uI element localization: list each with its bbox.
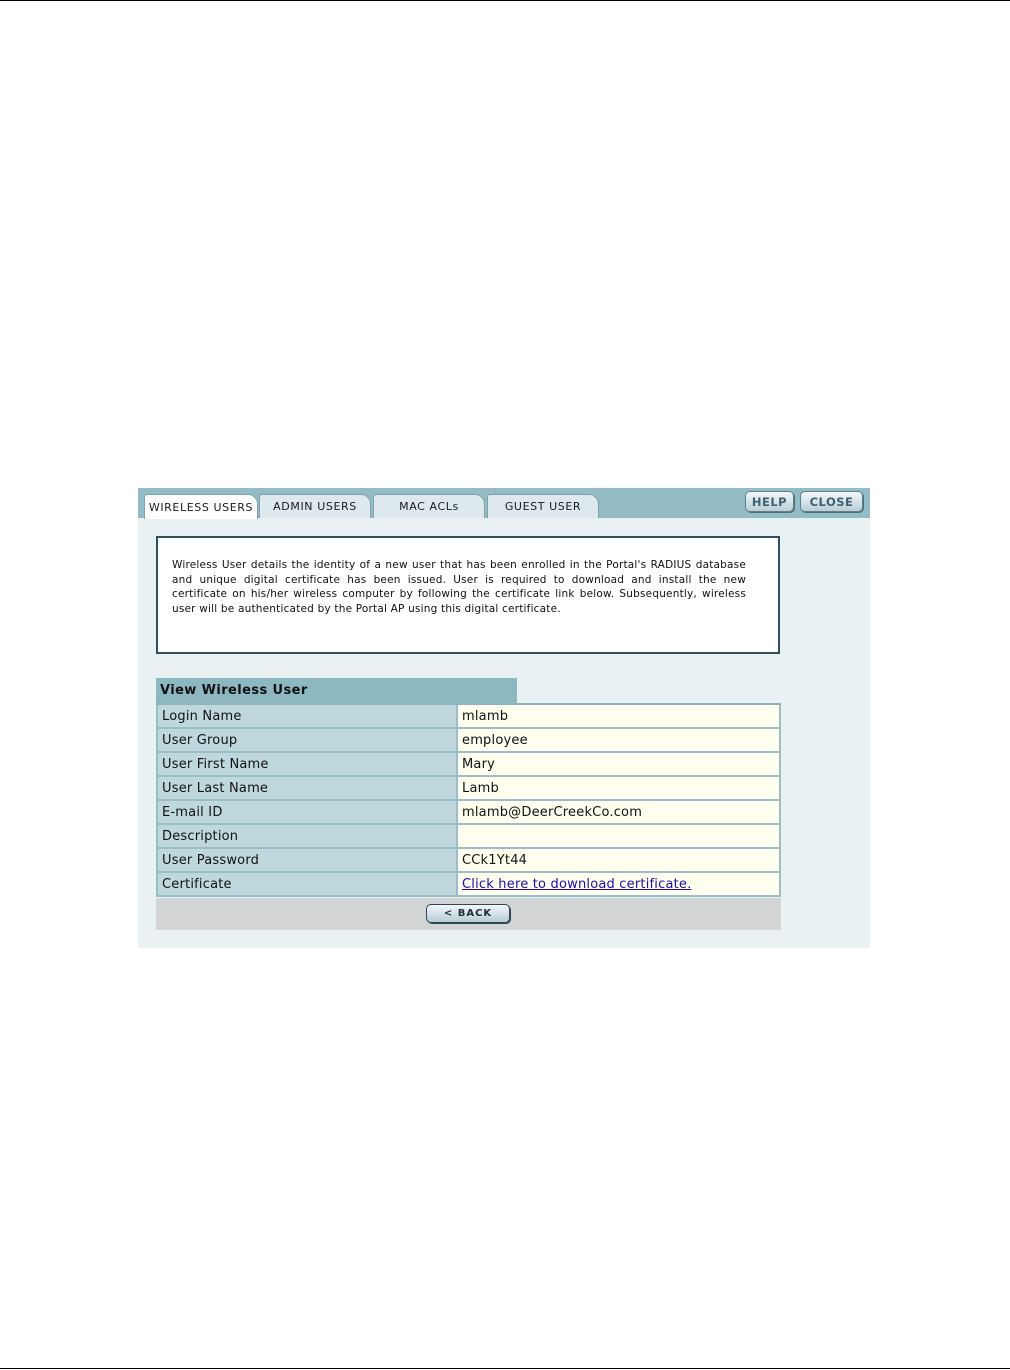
tab-wireless-users[interactable]: WIRELESS USERS bbox=[144, 494, 258, 519]
table-row bbox=[156, 825, 781, 849]
description-text: Wireless User details the identity of a new user that has been enrolled in the Portal's RADIUS database and unique digital certificate has been issued. User is required to download and install the new certificate on his/her wireless computer by following the certificate link below. Subsequently, wireless user will be authenticated by the Portal AP using this digital certificate. bbox=[172, 559, 746, 615]
field-label-last-name: User Last Name bbox=[156, 777, 458, 799]
field-value-email: mlamb@DeerCreekCo.com bbox=[458, 801, 781, 823]
page-top-rule bbox=[0, 0, 1010, 1]
table-row bbox=[156, 705, 781, 729]
field-label-password: User Password bbox=[156, 849, 458, 871]
table-row bbox=[156, 873, 781, 897]
table-row bbox=[156, 777, 781, 801]
tab-guest-user[interactable]: GUEST USER bbox=[487, 494, 599, 518]
field-value-certificate bbox=[458, 873, 781, 895]
field-value-user-group: employee bbox=[458, 729, 781, 751]
field-label-first-name: User First Name bbox=[156, 753, 458, 775]
table-row bbox=[156, 849, 781, 873]
close-button[interactable]: CLOSE bbox=[800, 491, 863, 512]
tab-admin-users[interactable]: ADMIN USERS bbox=[259, 494, 371, 518]
field-value-last-name: Lamb bbox=[458, 777, 781, 799]
table-row bbox=[156, 801, 781, 825]
user-details-table bbox=[156, 703, 781, 897]
tab-mac-acls[interactable]: MAC ACLs bbox=[373, 494, 485, 518]
field-label-certificate: Certificate bbox=[156, 873, 458, 895]
section-title: View Wireless User bbox=[156, 678, 517, 703]
field-label-description: Description bbox=[156, 825, 458, 847]
page-bottom-rule bbox=[0, 1368, 1010, 1369]
field-value-password: CCk1Yt44 bbox=[458, 849, 781, 871]
field-value-description bbox=[458, 825, 781, 847]
wireless-user-panel bbox=[138, 488, 870, 948]
back-button[interactable]: < BACK bbox=[426, 904, 510, 923]
field-label-email: E-mail ID bbox=[156, 801, 458, 823]
field-label-login-name: Login Name bbox=[156, 705, 458, 727]
tab-bar bbox=[138, 488, 870, 518]
description-box bbox=[156, 536, 780, 654]
help-button[interactable]: HELP bbox=[745, 491, 794, 512]
table-row bbox=[156, 753, 781, 777]
footer-bar bbox=[156, 898, 781, 930]
field-label-user-group: User Group bbox=[156, 729, 458, 751]
table-row bbox=[156, 729, 781, 753]
download-certificate-link[interactable]: Click here to download certificate. bbox=[462, 876, 692, 892]
field-value-first-name: Mary bbox=[458, 753, 781, 775]
field-value-login-name: mlamb bbox=[458, 705, 781, 727]
